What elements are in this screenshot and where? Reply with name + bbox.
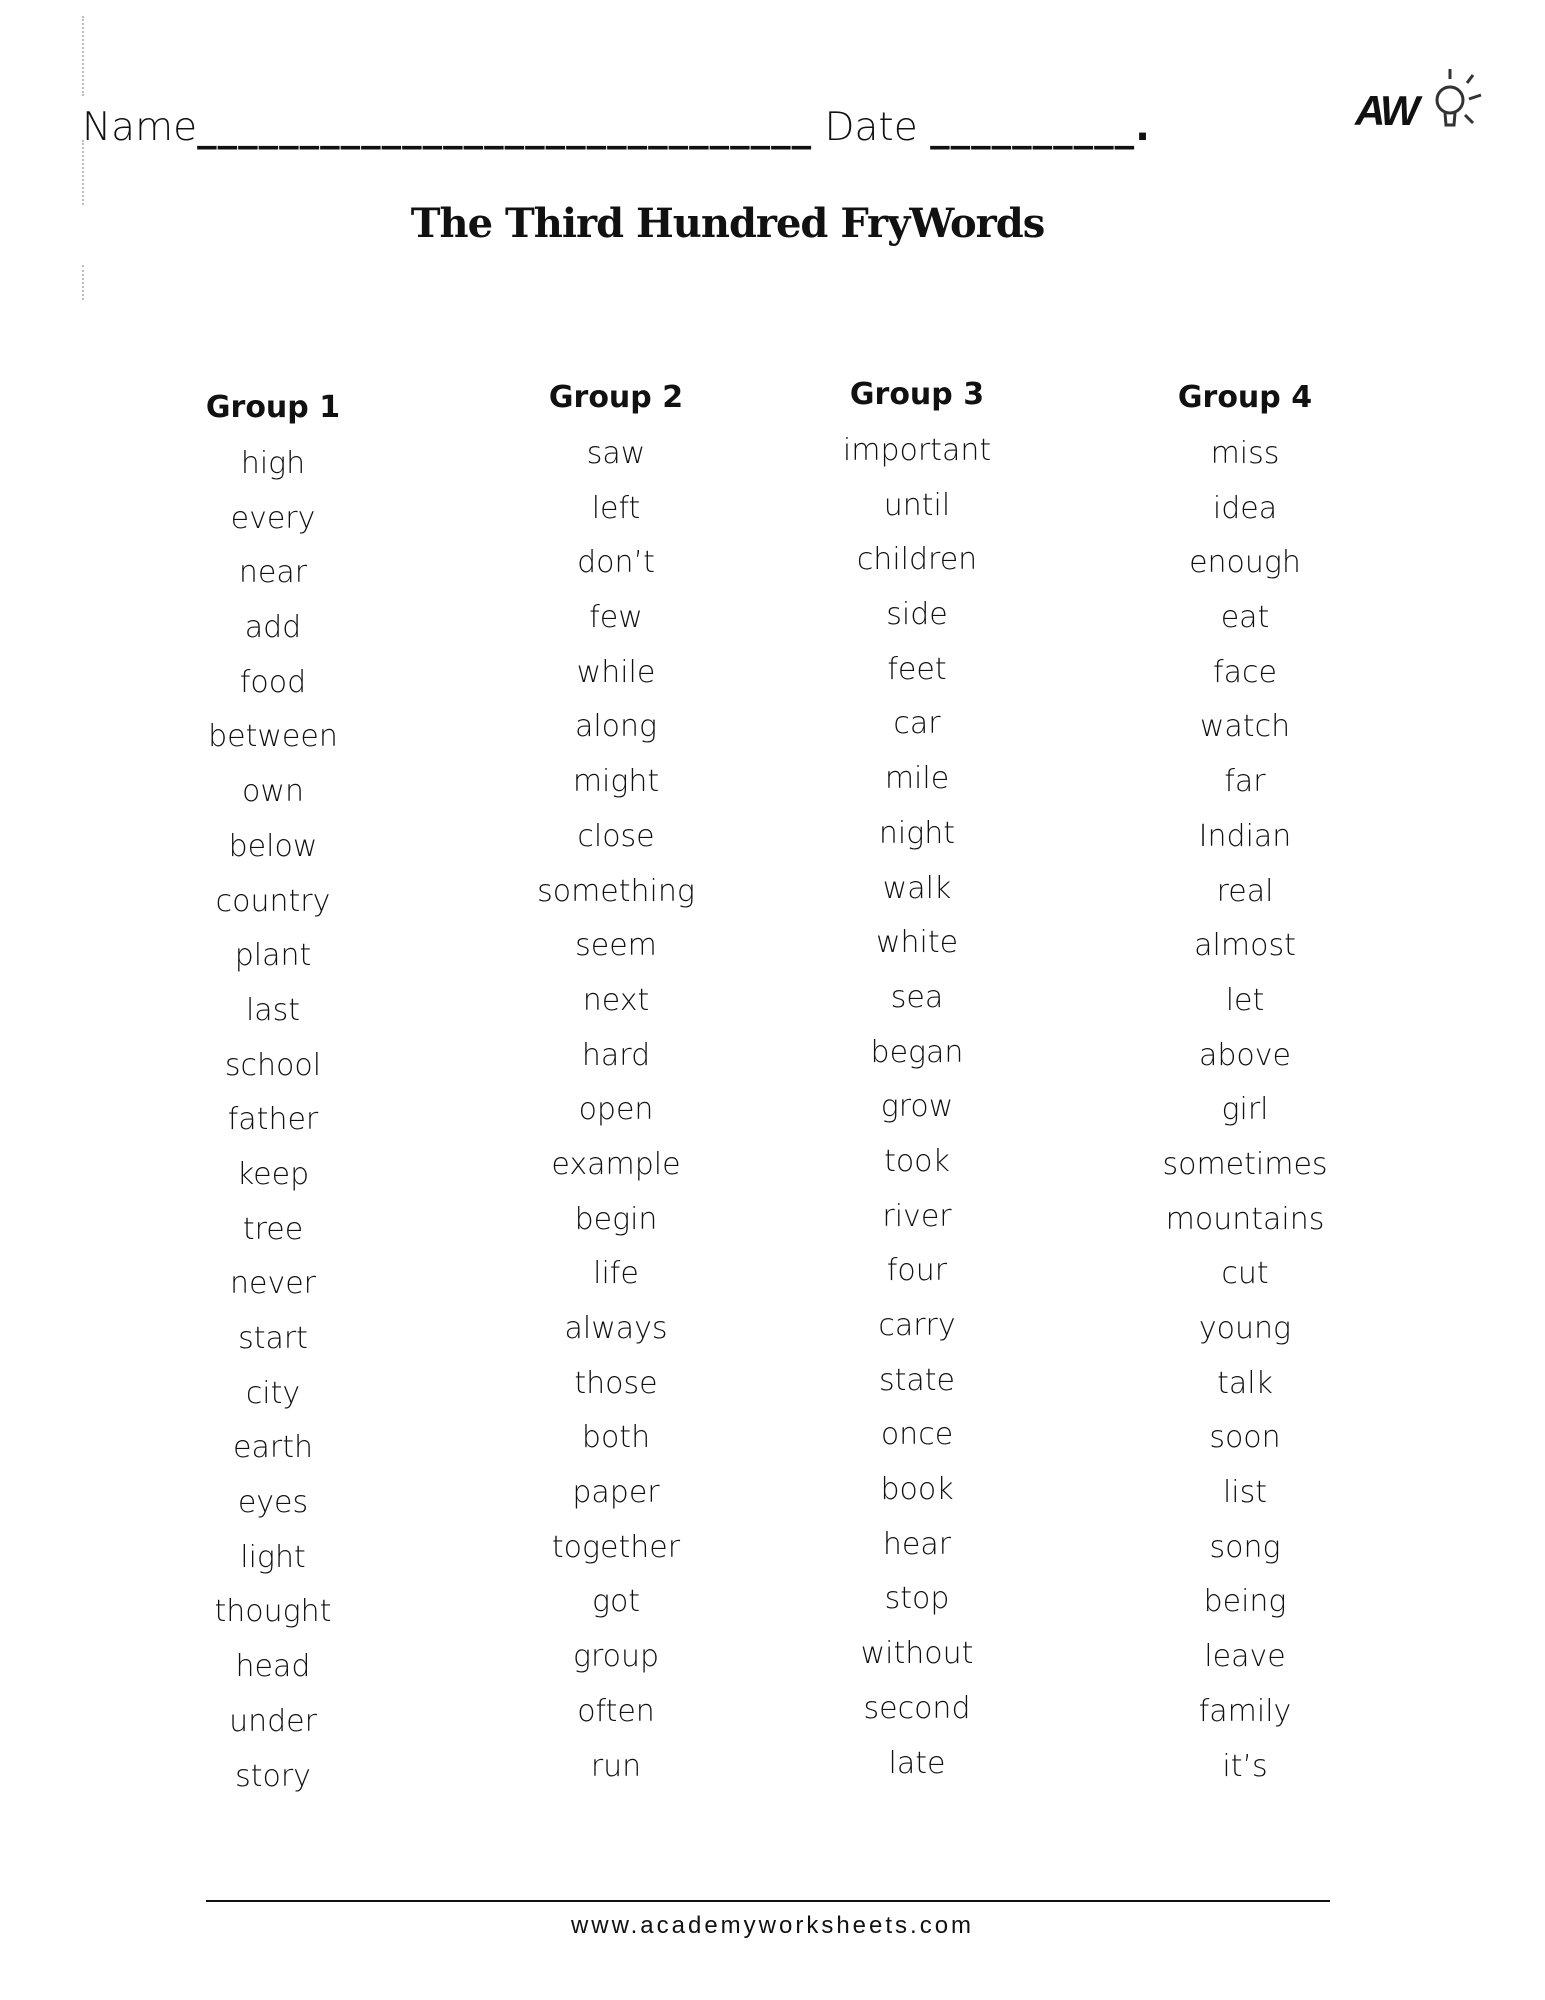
sight-word: always xyxy=(564,1311,668,1346)
sight-word: below xyxy=(228,828,318,864)
sight-word: food xyxy=(239,664,307,700)
sight-word: important xyxy=(842,433,992,468)
sight-word: might xyxy=(572,764,660,800)
sight-word: begin xyxy=(574,1201,658,1237)
sight-word: don’t xyxy=(577,545,655,581)
sight-word: every xyxy=(230,500,316,536)
margin-mark xyxy=(82,16,84,96)
sight-word: life xyxy=(593,1256,639,1292)
sight-word: left xyxy=(591,490,641,526)
sight-word: group xyxy=(572,1639,660,1675)
sight-word: book xyxy=(880,1472,954,1508)
sight-word: side xyxy=(886,597,948,633)
sight-word: add xyxy=(244,610,302,646)
sight-word: cut xyxy=(1221,1256,1269,1292)
sight-word: leave xyxy=(1204,1639,1286,1675)
date-label: Date xyxy=(824,105,918,150)
sight-word: got xyxy=(591,1584,641,1620)
sight-word: family xyxy=(1198,1693,1292,1729)
sight-word: enough xyxy=(1189,545,1301,581)
sight-word: sea xyxy=(890,979,944,1015)
footer-website: www.academyworksheets.com xyxy=(570,1912,975,1939)
sight-word: hear xyxy=(882,1526,952,1562)
sight-word: grow xyxy=(880,1089,954,1125)
sight-word: young xyxy=(1198,1311,1292,1346)
sight-word: saw xyxy=(586,436,646,471)
sight-word: country xyxy=(215,883,331,919)
sight-word: until xyxy=(883,487,951,523)
sight-word: once xyxy=(880,1417,954,1453)
sight-word: keep xyxy=(236,1156,310,1192)
word-group-1 xyxy=(123,388,423,1811)
lightbulb-icon xyxy=(1415,65,1500,145)
sight-word: often xyxy=(577,1693,655,1729)
name-field[interactable]: ______________________________ xyxy=(197,105,813,150)
sight-word: paper xyxy=(572,1475,660,1511)
sight-word: watch xyxy=(1199,709,1291,745)
word-group-4 xyxy=(1095,378,1395,1801)
sight-word: soon xyxy=(1209,1420,1281,1456)
sight-word: river xyxy=(882,1198,952,1234)
sight-word: something xyxy=(537,873,695,909)
sight-word: story xyxy=(235,1758,311,1794)
sight-word: while xyxy=(576,654,656,690)
sight-word: near xyxy=(238,555,308,591)
sight-word: it’s xyxy=(1222,1748,1268,1784)
sight-word: start xyxy=(238,1321,308,1356)
group-heading: Group 3 xyxy=(849,377,985,412)
sight-word: song xyxy=(1209,1529,1281,1565)
sight-word: talk xyxy=(1217,1365,1273,1401)
sight-word: both xyxy=(581,1420,651,1456)
sight-word: far xyxy=(1224,764,1266,800)
sight-word: Indian xyxy=(1198,818,1292,854)
sight-word: plant xyxy=(234,938,312,974)
sight-word: took xyxy=(884,1143,950,1179)
sight-word: those xyxy=(574,1365,658,1401)
sight-word: high xyxy=(240,446,306,481)
sight-word: head xyxy=(235,1649,311,1685)
sight-word: together xyxy=(551,1529,681,1565)
group-heading: Group 4 xyxy=(1177,380,1313,415)
word-group-2 xyxy=(466,378,766,1801)
sight-word: school xyxy=(224,1047,322,1083)
sight-word: eat xyxy=(1220,600,1270,636)
sight-word: mile xyxy=(884,761,950,797)
margin-mark xyxy=(82,265,84,300)
sight-word: own xyxy=(242,774,304,810)
sight-word: stop xyxy=(884,1581,950,1617)
sight-word: hard xyxy=(581,1037,651,1073)
sight-word: few xyxy=(589,600,643,636)
logo-text: AW xyxy=(1355,87,1417,134)
footer-divider xyxy=(206,1900,1330,1902)
group-heading: Group 2 xyxy=(548,380,684,415)
sight-word: car xyxy=(893,706,941,742)
sight-word: real xyxy=(1216,873,1274,909)
sight-word: light xyxy=(240,1539,306,1575)
sight-word: list xyxy=(1222,1475,1268,1511)
page-title: The Third Hundred FryWords xyxy=(410,200,1045,247)
sight-word: second xyxy=(863,1690,971,1726)
sight-word: began xyxy=(870,1034,964,1070)
sight-word: run xyxy=(590,1748,642,1784)
sight-word: next xyxy=(582,982,650,1018)
date-field[interactable]: __________. xyxy=(930,105,1151,150)
sight-word: earth xyxy=(233,1430,313,1466)
sight-word: under xyxy=(229,1703,317,1739)
sight-word: close xyxy=(577,818,655,854)
sight-word: night xyxy=(878,815,956,851)
name-date-line xyxy=(82,105,1151,150)
sight-word: example xyxy=(551,1146,681,1182)
sight-word: along xyxy=(574,709,658,745)
sight-word: between xyxy=(208,719,338,755)
sight-word: almost xyxy=(1194,928,1296,964)
sight-word: miss xyxy=(1210,436,1280,471)
sight-word: above xyxy=(1199,1037,1291,1073)
sight-word: sometimes xyxy=(1162,1146,1328,1182)
sight-word: city xyxy=(245,1375,301,1411)
sight-word: without xyxy=(860,1636,974,1672)
sight-word: father xyxy=(227,1102,319,1138)
sight-word: let xyxy=(1225,982,1265,1018)
sight-word: children xyxy=(856,542,978,578)
sight-word: being xyxy=(1203,1584,1287,1620)
word-group-3 xyxy=(767,375,1067,1798)
sight-word: feet xyxy=(887,651,947,687)
sight-word: eyes xyxy=(237,1485,309,1521)
sight-word: carry xyxy=(878,1308,956,1343)
sight-word: four xyxy=(886,1253,948,1289)
sight-word: last xyxy=(245,992,301,1028)
sight-word: walk xyxy=(882,870,952,906)
academy-worksheets-logo xyxy=(1355,65,1500,145)
sight-word: mountains xyxy=(1165,1201,1325,1237)
name-label: Name xyxy=(82,105,198,150)
sight-word: never xyxy=(229,1266,316,1302)
sight-word: thought xyxy=(214,1594,332,1630)
sight-word: idea xyxy=(1212,490,1278,526)
sight-word: seem xyxy=(575,928,657,964)
sight-word: state xyxy=(879,1362,955,1398)
sight-word: white xyxy=(875,925,959,961)
sight-word: late xyxy=(888,1745,946,1781)
sight-word: girl xyxy=(1221,1092,1269,1128)
sight-word: tree xyxy=(242,1211,304,1247)
sight-word: open xyxy=(578,1092,654,1128)
sight-word: face xyxy=(1213,654,1277,690)
group-heading: Group 1 xyxy=(205,390,341,425)
